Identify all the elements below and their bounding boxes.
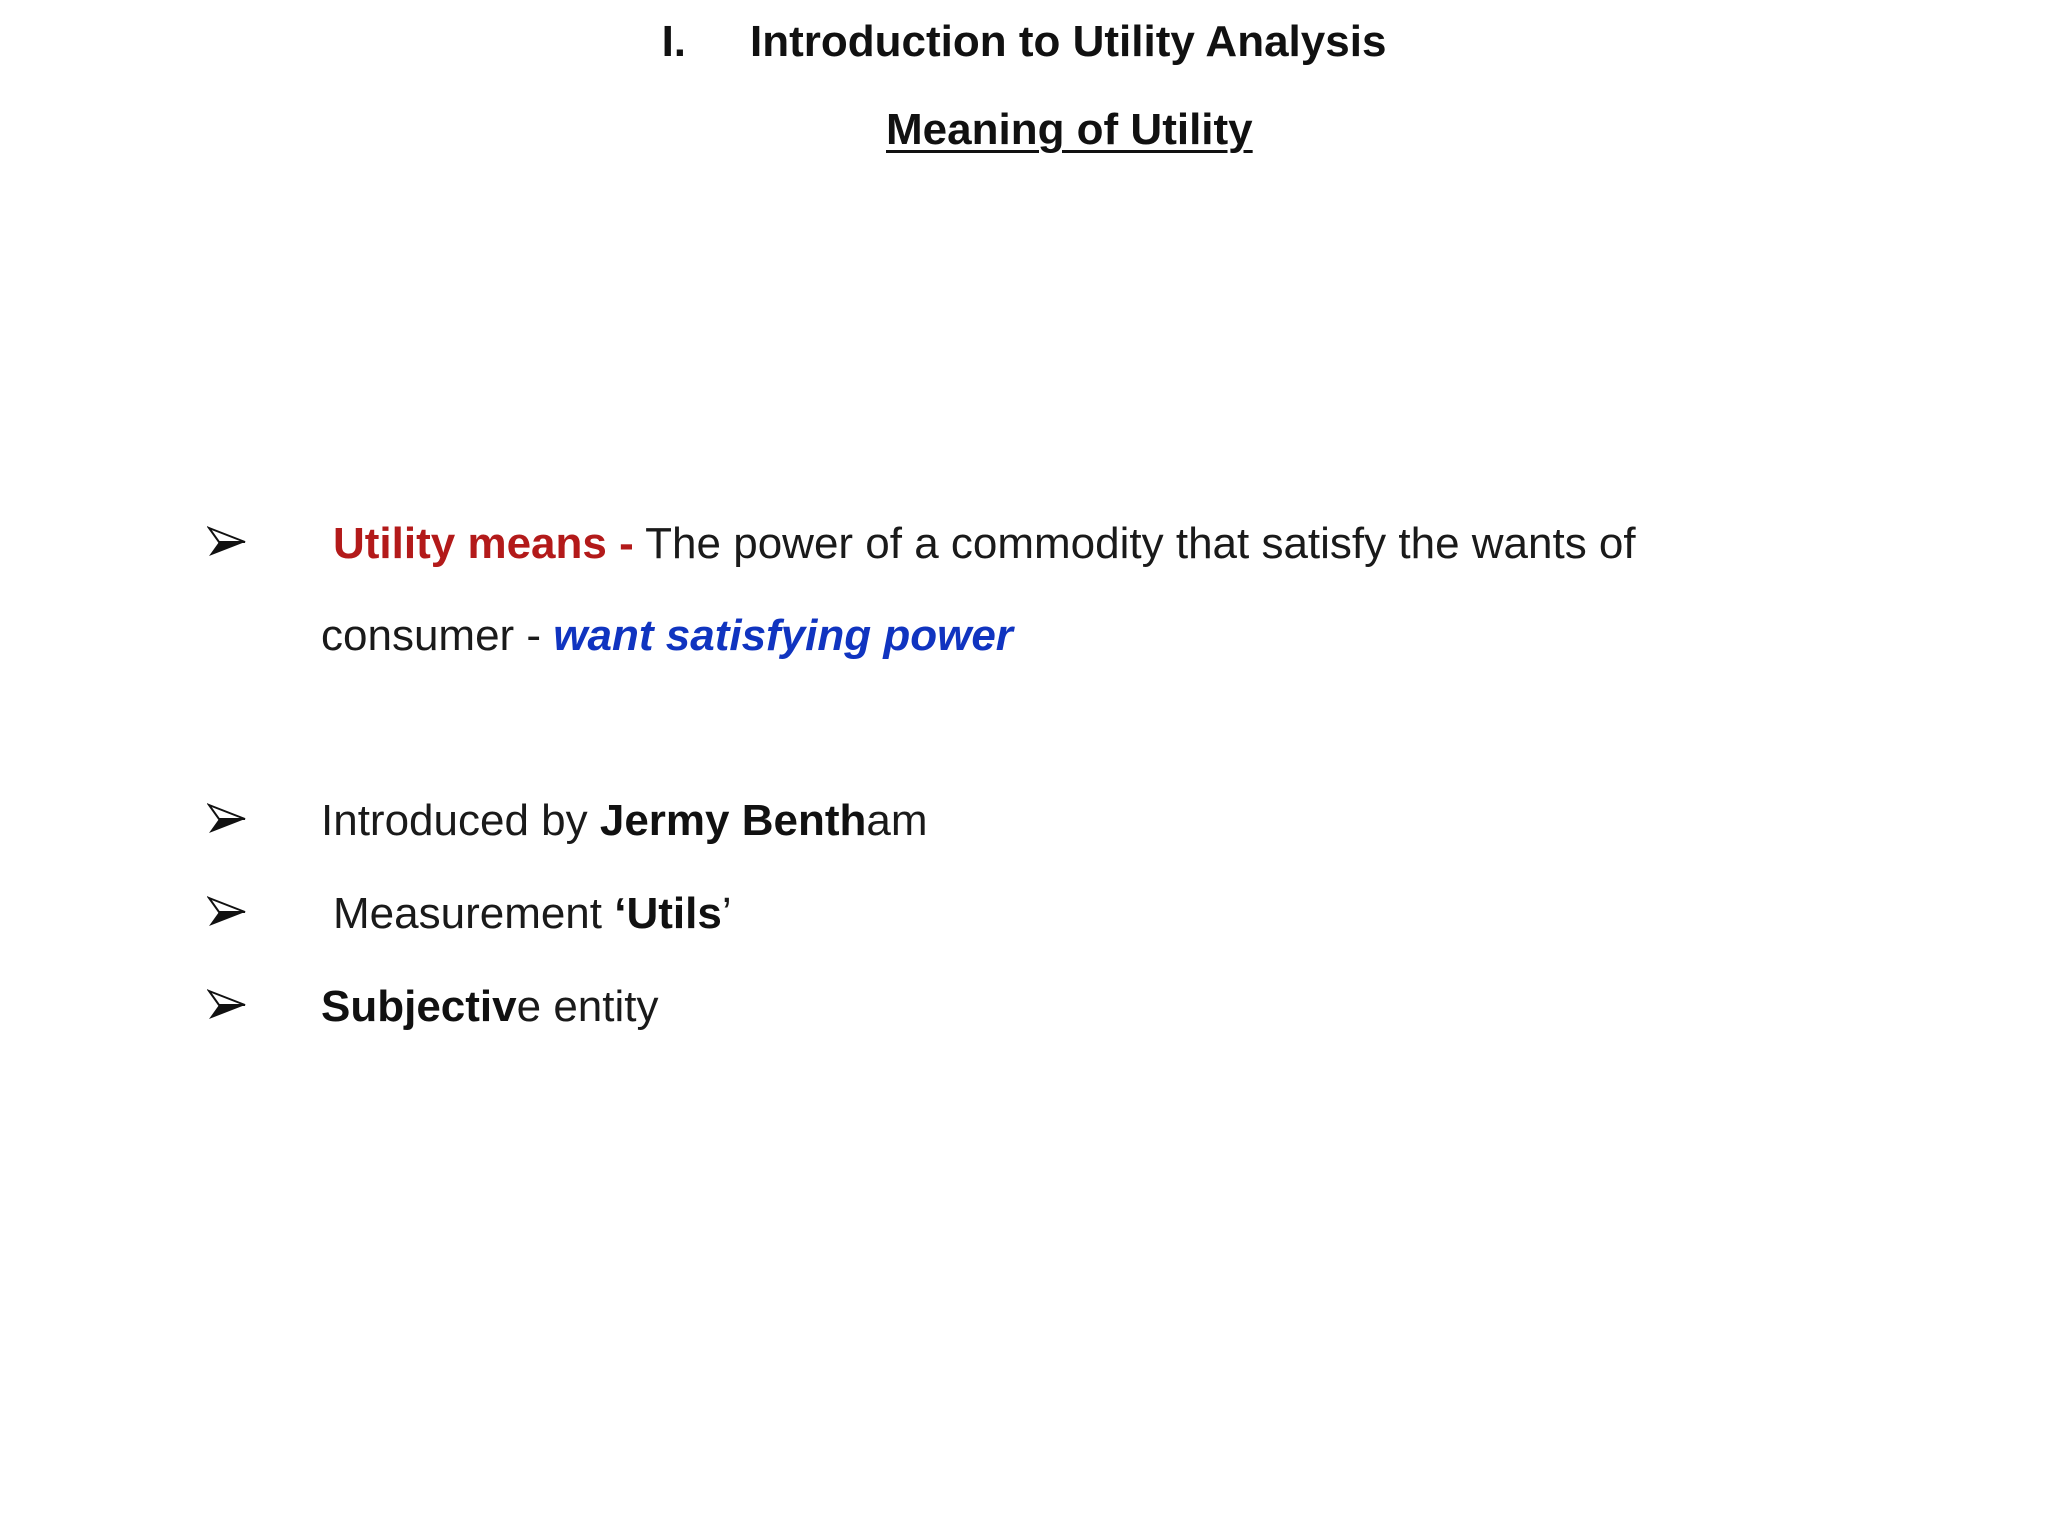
want-satisfying-power: want satisfying power [553, 611, 1013, 660]
arrowhead-bullet-icon [207, 799, 247, 839]
bullet-text [333, 516, 1636, 572]
utility-definition: The power of a commodity that satisfy the wants of [633, 519, 1636, 568]
bullet-text [321, 793, 928, 849]
bentham-name-suffix: am [866, 796, 928, 845]
subjective-suffix: e entity [516, 982, 659, 1031]
utility-means-term: Utility means - [333, 519, 634, 568]
slide-heading [0, 14, 2048, 70]
introduced-by-prefix: Introduced by [321, 796, 600, 845]
arrowhead-bullet-icon [207, 522, 247, 562]
utils-bold: ‘Utils [614, 889, 722, 938]
measurement-prefix: Measurement [333, 889, 615, 938]
bullet-text [333, 886, 732, 942]
subjective-bold: Subjectiv [321, 982, 517, 1031]
slide-subheading: Meaning of Utility [886, 105, 1253, 154]
heading-numeral: I. [661, 17, 687, 66]
utils-suffix: ’ [721, 889, 732, 938]
bentham-name-bold: Jermy Benth [599, 796, 867, 845]
heading-title: Introduction to Utility Analysis [750, 17, 1387, 66]
arrowhead-bullet-icon [207, 892, 247, 932]
consumer-text: consumer - [321, 611, 554, 660]
bullet-text [321, 979, 659, 1035]
arrowhead-bullet-icon [207, 985, 247, 1025]
bullet-text-continuation [321, 608, 1013, 664]
